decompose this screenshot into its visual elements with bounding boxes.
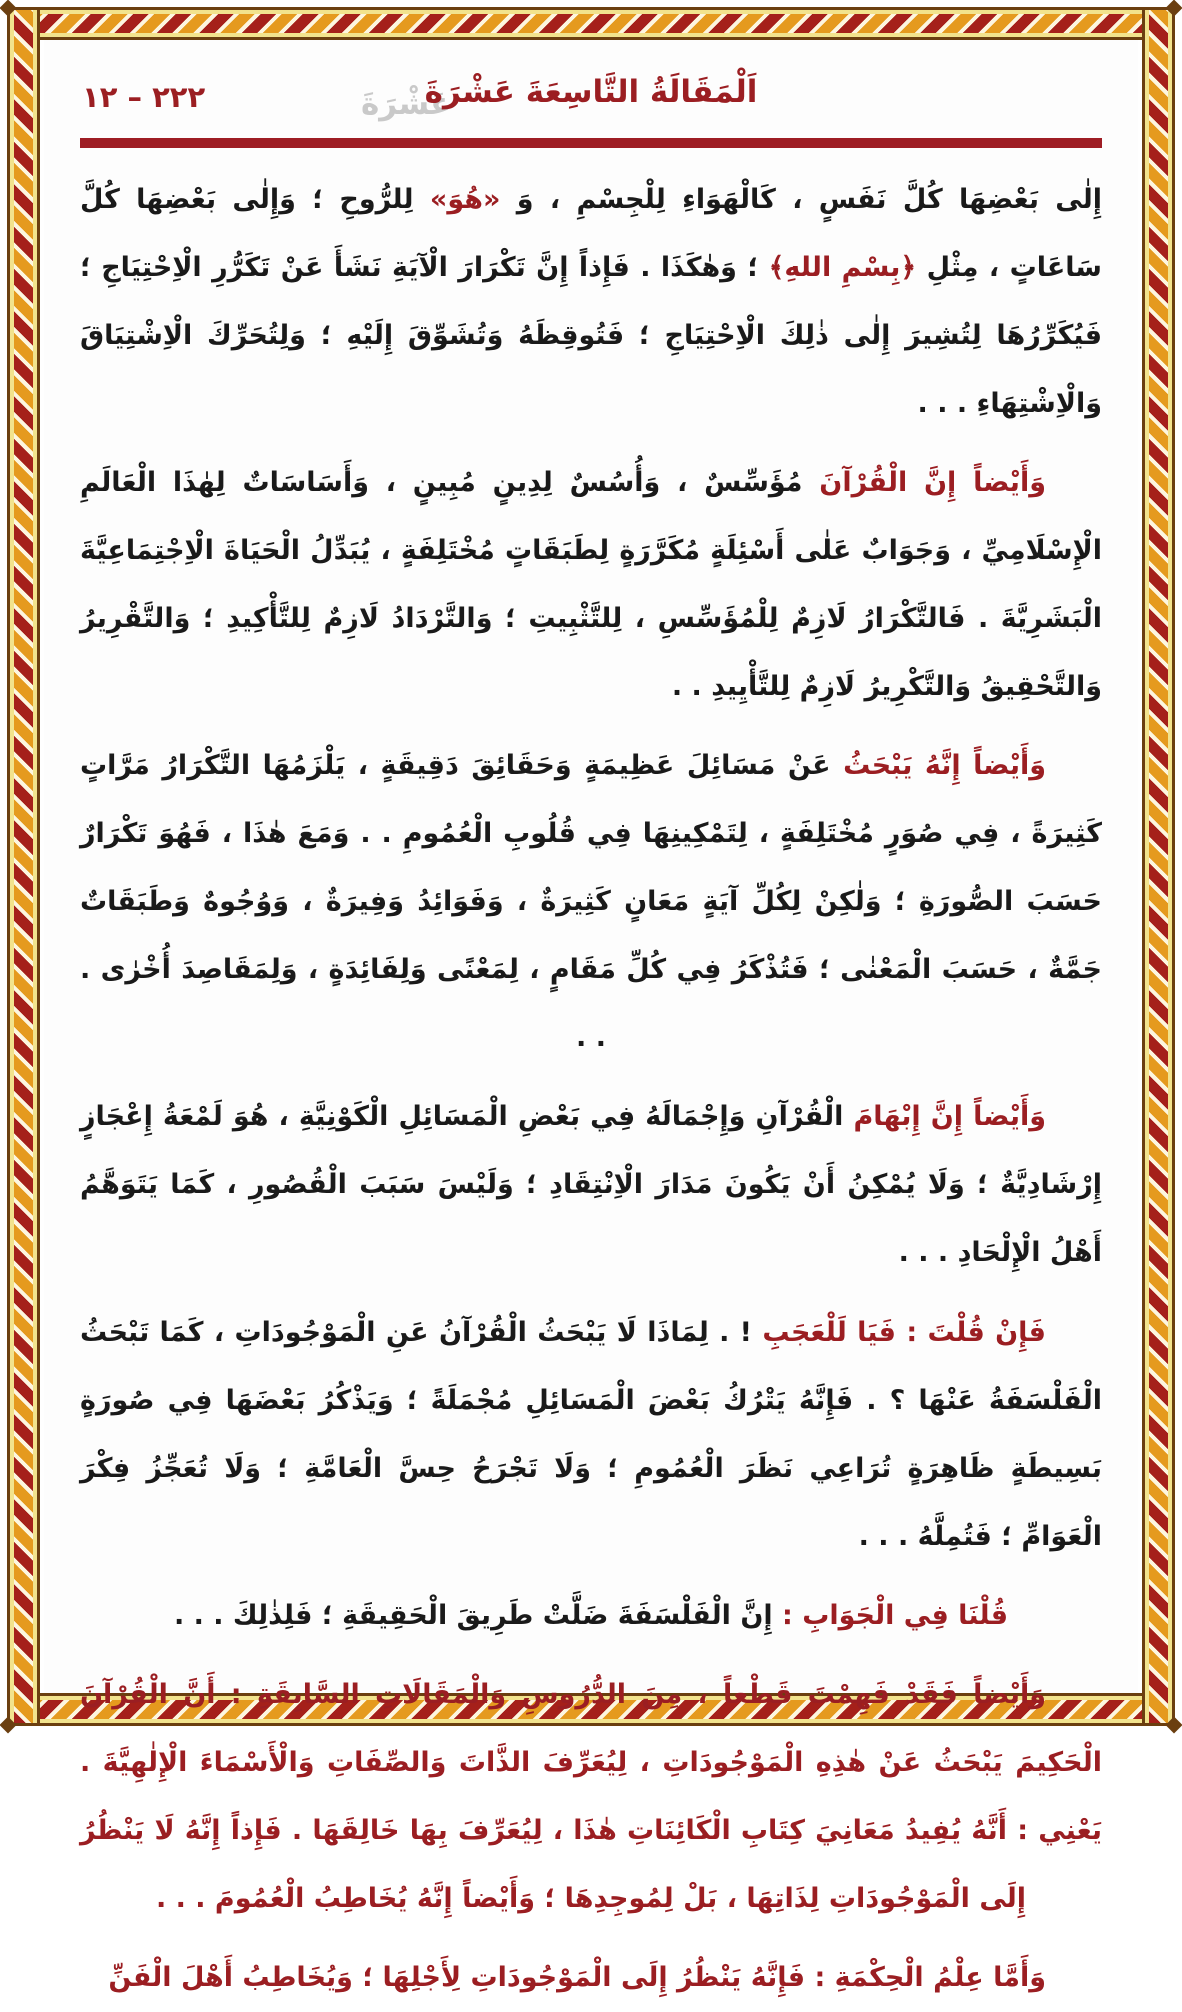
text-segment-black: ؛ وَهٰكَذَا . فَإِذاً إِنَّ تَكْرَارَ الْآيَةِ نَشَأَ عَنْ تَكَرُّرِ الْاِحْتِيَاجِ ؛ فَيُكَرِّرُهَا لِتُشِيرَ إِلٰى ذٰلِكَ الْاِحْتِيَاجِ ؛ فَتُوقِظَهُ وَتُشَوِّقَ إِلَيْهِ ؛ وَلِتُحَرِّكَ الْاِشْتِيَاقَ وَالْاِشْتِهَاءِ . . . [80, 252, 1102, 420]
text-segment-black: الْقُرْآنِ وَإِجْمَالَهُ فِي بَعْضِ الْمَسَائِلِ الْكَوْنِيَّةِ ، هُوَ لَمْعَةُ إِعْجَازٍ إِرْشَادِيَّةٌ ؛ وَلَا يُمْكِنُ أَنْ يَكُونَ مَدَارَ الْاِنْتِقَادِ ؛ وَلَيْسَ سَبَبَ الْقُصُورِ ، كَمَا يَتَوَهَّمُ أَهْلُ الْإِلْحَادِ . . . [80, 1101, 1102, 1269]
text-segment-black: مُؤَسِّسٌ ، وَأُسُسٌ لِدِينٍ مُبِينٍ ، وَأَسَاسَاتٌ لِهٰذَا الْعَالَمِ الْإِسْلَامِيِّ ، وَجَوَابٌ عَلٰى أَسْئِلَةٍ مُكَرَّرَةٍ لِطَبَقَاتٍ مُخْتَلِفَةٍ ، يُبَدِّلُ الْحَيَاةَ الْاِجْتِمَاعِيَّةَ الْبَشَرِيَّةَ . فَالتَّكْرَارُ لَازِمٌ لِلْمُؤَسِّسِ ، لِلتَّثْبِيتِ ؛ وَالتَّرْدَادُ لَازِمٌ لِلتَّأْكِيدِ ؛ وَالتَّقْرِيرُ وَالتَّحْقِيقُ وَالتَّكْرِيرُ لَازِمٌ لِلتَّأْيِيدِ . . [80, 467, 1102, 703]
paragraph [80, 449, 1102, 721]
page-header [80, 74, 1102, 138]
paragraph [80, 1944, 1102, 2012]
paragraph [80, 166, 1102, 438]
text-segment-red: وَأَمَّا عِلْمُ الْحِكْمَةِ : فَإِنَّهُ يَنْظُرُ إِلَى الْمَوْجُودَاتِ لِأَجْلِهَا ؛ وَيُخَاطِبُ أَهْلَ الْفَنِّ [108, 1961, 1046, 1993]
text-segment-red: قُلْنَا فِي الْجَوَابِ : [772, 1599, 1009, 1631]
page-number: ٢٢٢ – ١٢ [82, 80, 206, 114]
text-segment-black: إِلٰى بَعْضِهَا كُلَّ نَفَسٍ ، كَالْهَوَاءِ لِلْجِسْمِ ، وَ [500, 184, 1102, 215]
paragraph [80, 1299, 1102, 1571]
paragraph [80, 732, 1102, 1072]
paragraph [80, 1661, 1102, 1933]
text-segment-black: ! . لِمَاذَا لَا يَبْحَثُ الْقُرْآنُ عَنِ الْمَوْجُودَاتِ ، كَمَا تَبْحَثُ الْفَلْسَفَةُ عَنْهَا ؟ . فَإِنَّهُ يَتْرُكُ بَعْضَ الْمَسَائِلِ مُجْمَلَةً ؛ وَيَذْكُرُ بَعْضَهَا فِي صُورَةٍ بَسِيطَةٍ ظَاهِرَةٍ تُرَاعِي نَظَرَ الْعُمُومِ ؛ وَلَا تَجْرَحُ حِسَّ الْعَامَّةِ ؛ وَلَا تُعَجِّزُ فِكْرَ الْعَوَامِّ ؛ فَتُمِلَّهُ . . . [80, 1316, 1102, 1552]
paragraph [80, 1083, 1102, 1287]
border-top [7, 7, 1175, 40]
text-segment-red: وَأَيْضاً إِنَّ إِبْهَامَ [843, 1101, 1047, 1133]
border-right [1142, 7, 1175, 1726]
text-body [80, 166, 1102, 2012]
text-segment-red: «هُوَ» [429, 184, 501, 215]
text-segment-red: وَأَيْضاً إِنَّ الْقُرْآنَ [802, 467, 1046, 499]
text-segment-red: وَأَيْضاً فَقَدْ فَهِمْتَ قَطْعاً ، مِنَ الدُّرُوسِ وَالْمَقَالَاتِ السَّابِقَةِ : أَنَّ الْقُرْآنَ الْحَكِيمَ يَبْحَثُ عَنْ هٰذِهِ الْمَوْجُودَاتِ ، لِيُعَرِّفَ الذَّاتَ وَالصِّفَاتِ وَالْأَسْمَاءَ الْإِلٰهِيَّةَ . يَعْنِي : أَنَّهُ يُفِيدُ مَعَانِيَ كِتَابِ الْكَائِنَاتِ هٰذَا ، لِيُعَرِّفَ بِهَا خَالِقَهَا . فَإِذاً إِنَّهُ لَا يَنْظُرُ إِلَى الْمَوْجُودَاتِ لِذَاتِهَا ، بَلْ لِمُوجِدِهَا ؛ وَأَيْضاً إِنَّهُ يُخَاطِبُ الْعُمُومَ . . . [80, 1678, 1102, 1914]
page-title: اَلْمَقَالَةُ التَّاسِعَةَ عَشْرَةَ [424, 74, 758, 110]
text-segment-black: إِنَّ الْفَلْسَفَةَ ضَلَّتْ طَرِيقَ الْحَقِيقَةِ ؛ فَلِذٰلِكَ . . . [173, 1599, 773, 1631]
title-ghost-print-artifact: عَشْرَةَ [361, 86, 452, 122]
text-segment-red: وَأَيْضاً إِنَّهُ يَبْحَثُ [830, 750, 1046, 782]
header-double-rule [80, 138, 1102, 148]
text-segment-red: فَإِنْ قُلْتَ : فَيَا لَلْعَجَبِ [762, 1316, 1046, 1348]
page-content [44, 40, 1138, 1993]
title-wrap [80, 74, 1102, 122]
text-segment-black: لِلرُّوحِ ؛ وَإِلٰى بَعْضِهَا كُلَّ سَاعَاتٍ ، مِثْلِ [80, 184, 1102, 284]
text-segment-red: ﴿بِسْمِ اللهِ﴾ [768, 252, 917, 284]
text-segment-black: عَنْ مَسَائِلَ عَظِيمَةٍ وَحَقَائِقَ دَقِيقَةٍ ، يَلْزَمُهَا التَّكْرَارُ مَرَّاتٍ كَثِيرَةً ، فِي صُوَرٍ مُخْتَلِفَةٍ ، لِتَمْكِينِهَا فِي قُلُوبِ الْعُمُومِ . . وَمَعَ هٰذَا ، فَهُوَ تَكْرَارٌ حَسَبَ الصُّورَةِ ؛ وَلٰكِنْ لِكُلِّ آيَةٍ مَعَانٍ كَثِيرَةٌ ، وَفَوَائِدُ وَفِيرَةٌ ، وَوُجُوهٌ وَطَبَقَاتٌ جَمَّةٌ ، حَسَبَ الْمَعْنٰى ؛ فَتُذْكَرُ فِي كُلِّ مَقَامٍ ، لِمَعْنًى وَلِفَائِدَةٍ ، وَلِمَقَاصِدَ أُخْرٰى . . . [80, 750, 1102, 1054]
border-left [7, 7, 40, 1726]
paragraph [80, 1582, 1102, 1650]
